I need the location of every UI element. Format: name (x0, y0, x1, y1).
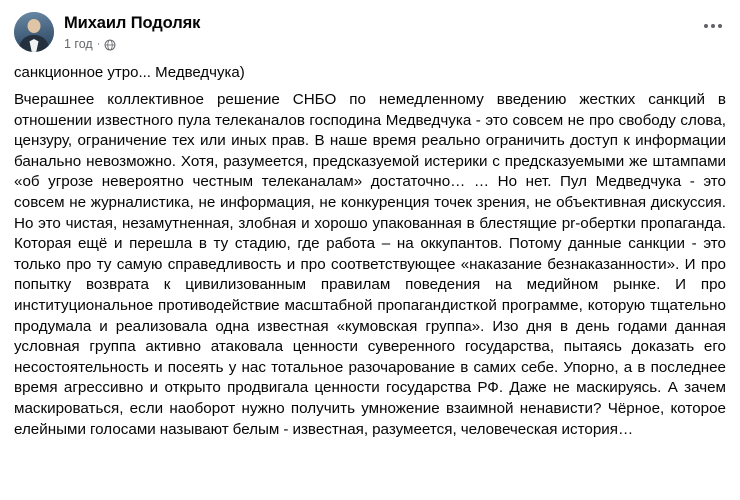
avatar-head (28, 19, 41, 33)
post-header-text (64, 12, 200, 52)
post-text: Вчерашнее коллективное решение СНБО по немедленному введению жестких санкций в отношении известного пула телеканалов господина Медведчука - это совсем не про свободу слова, цензуру, ограничение тех или иных прав. В наше время реально ограничить доступ к информации банально невозможно. Хотя, разумеется, предсказуемой истерики с предсказуемыми же штампами «об угрозе невероятно честным телеканалам» достаточно… … Но нет. Пул Медведчука - это совсем не журналистика, не информация, не конкуренция точек зрения, не объективная дискуссия. Но это чистая, незамутненная, злобная и хорошо упакованная в блестящие pr-обертки пропаганда. Которая ещё и перешла в ту стадию, где работа – на оккупантов. Потому данные санкции - это только про ту самую справедливость и про соответствующее «наказание безнаказанности». И про попытку возврата к цивилизованным правилам поведения на медийном рынке. И про институциональное противодействие масштабной пропагандисткой программе, которую тщательно продумала и реализовала одна известная «кумовская группа». Изо дня в день годами данная условная группа активно атаковала ценности суверенного государства, пытаясь доказать его несостоятельность и посеять у нас тотальное разочарование в самих себе. Упорно, а в последнее время агрессивно и открыто продвигала ценности государства РФ. Даже не маскируясь. А зачем маскироваться, если наоборот нужно получить умножение взаимной ненависти? Чёрное, которое елейными голосами называют белым - известная, разумеется, человеческая история… (14, 91, 726, 438)
more-dot-2 (711, 24, 715, 28)
post-header (0, 0, 740, 56)
more-dot-1 (704, 24, 708, 28)
post-body (0, 56, 740, 440)
post-intro-line: санкционное утро... Медведчука) (14, 64, 245, 81)
author-name[interactable]: Михаил Подоляк (64, 14, 201, 32)
more-options-icon[interactable] (700, 16, 726, 36)
more-dot-3 (718, 24, 722, 28)
post-timestamp[interactable]: 1 год (64, 37, 93, 51)
globe-icon[interactable] (104, 39, 116, 51)
avatar[interactable] (14, 12, 54, 52)
meta-separator: · (96, 38, 101, 50)
post-meta (64, 36, 200, 52)
